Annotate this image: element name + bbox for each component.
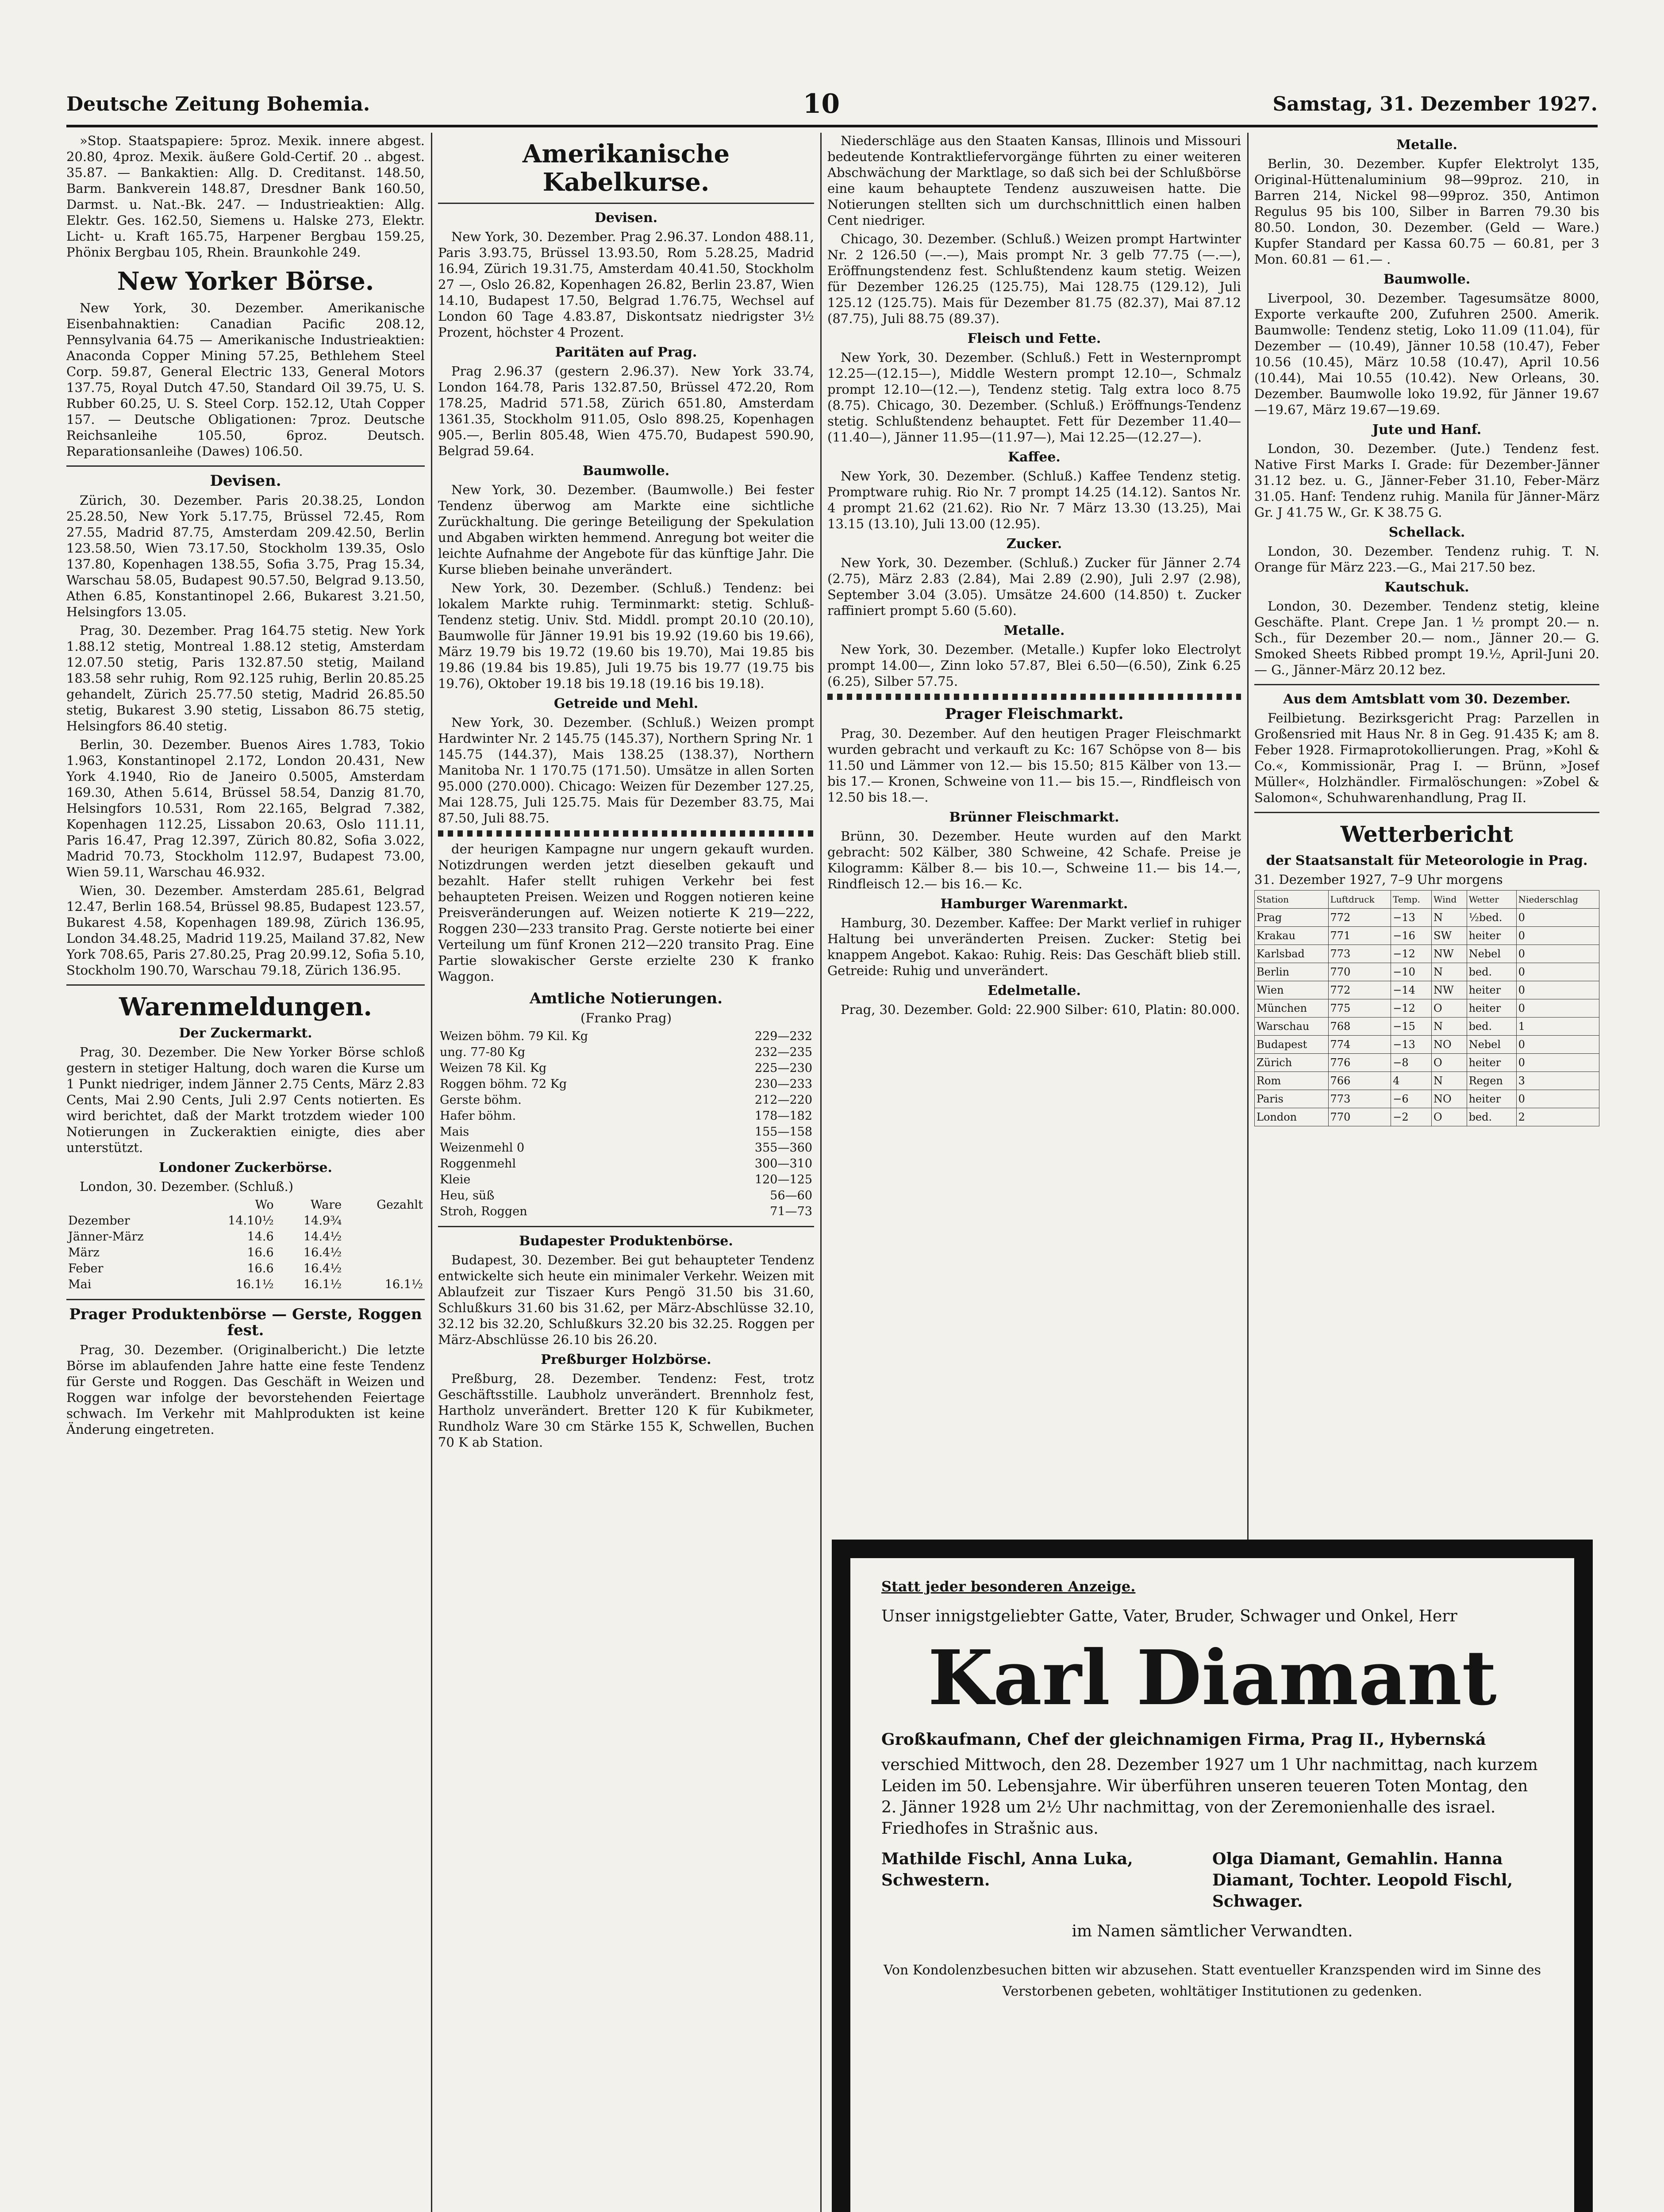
death-notice-role: Großkaufmann, Chef der gleichnamigen Firma, Prag II., Hybernská xyxy=(881,1730,1486,1749)
header-rule xyxy=(66,125,1598,127)
wetterbericht-date: 31. Dezember 1927, 7–9 Uhr morgens xyxy=(1254,872,1503,887)
column-divider xyxy=(820,133,822,2212)
paritaeten-text: Prag 2.96.37 (gestern 2.96.37). New York 33.74, London 164.78, Paris 132.87.50, Brüssel 472.20, Rom 178.25, Madrid 571.58, Zürich 651.80, Amsterdam 1361.35, Stockholm 911.05, Oslo 898.25, Kopenhagen 905.—, Berlin 805.48, Wien 475.70, Budapest 590.90, Belgrad 59.64. xyxy=(438,364,814,458)
table-header: Station Luftdruck Temp. Wind Wetter Niederschlag xyxy=(1255,891,1599,909)
devisen-zuerich: Zürich, 30. Dezember. Paris 20.38.25, London 25.28.50, New York 5.17.75, Brüssel 72.45, Rom 27.55, Madrid 87.75, Amsterdam 209.42.50, Berlin 123.58.50, Wien 73.17.50, Stockholm 139.35, Oslo 137.80, Kopenhagen 138.55, Sofia 3.75, Prag 15.34, Warschau 58.05, Budapest 90.57.50, Belgrad 9.13.50, Athen 6.85, Konstantinopel 2.66, Bukarest 3.21.50, Helsingfors 13.05. xyxy=(66,493,425,619)
section-title-fleisch: Fleisch und Fette. xyxy=(967,331,1101,346)
fleischmarkt-text: Prag, 30. Dezember. Auf den heutigen Prager Fleischmarkt wurden gebracht und verkauft zu Kc: 167 Schöpse von 8— bis 11.50 und Lämmer von 12.— bis 15.50; 815 Kälber von 13.— bis 17.— Kronen, Schweine von 11.— bis 15.—, Rindfleisch von 12.50 bis 18.—. xyxy=(827,726,1241,805)
section-title-jute: Jute und Hanf. xyxy=(1372,422,1482,438)
table-row: Karlsbad 773 −12 NW Nebel 0 xyxy=(1255,945,1599,963)
hamburger-text: Hamburg, 30. Dezember. Kaffee: Der Markt verlief in ruhiger Haltung bei unveränderten Preisen. Zucker: Stetig bei knappem Angebot. Kakao: Ruhig. Reis: Das Geschäft blieb still. Getreide: Ruhig und unverändert. xyxy=(827,915,1241,978)
divider xyxy=(438,203,814,204)
weather-table xyxy=(1254,890,1599,1126)
table-row: Wien 772 −14 NW heiter 0 xyxy=(1255,981,1599,999)
section-title-ny-boerse: New Yorker Börse. xyxy=(117,267,374,296)
section-title-produktenboerse: Prager Produktenbörse — Gerste, Roggen fest. xyxy=(69,1306,422,1339)
table-row: Warschau 768 −15 N bed. 1 xyxy=(1255,1018,1599,1036)
death-notice-inner xyxy=(850,1558,1574,2212)
table-row: Gerste böhm. 212—220 xyxy=(440,1093,812,1107)
table-row: Dezember 14.10½ 14.9¾ xyxy=(68,1214,342,1228)
table-row: März 16.6 16.4½ xyxy=(68,1246,342,1260)
section-title-getreide: Getreide und Mehl. xyxy=(553,696,699,711)
masthead-left: Deutsche Zeitung Bohemia. xyxy=(66,92,370,115)
section-title-baumwolle: Baumwolle. xyxy=(582,463,670,479)
section-title-amtliche-notierungen: Amtliche Notierungen. xyxy=(529,990,723,1007)
london-zucker-sub: London, 30. Dezember. (Schluß.) xyxy=(80,1179,294,1194)
table-row: Kleie 120—125 xyxy=(440,1173,812,1187)
section-title-metalle: Metalle. xyxy=(1396,137,1457,153)
table-row: München 775 −12 O heiter 0 xyxy=(1255,999,1599,1018)
baumwolle-schluss-text: New York, 30. Dezember. (Schluß.) Tendenz: bei lokalem Markte ruhig. Terminmarkt: stetig. Schluß-Tendenz stetig. Univ. Std. Middl. prompt 20.10 (20.10), Baumwolle für Jänner 19.91 bis 19.92 (19.60 bis 19.66), März 19.79 bis 19.72 (19.60 bis 19.70), Mai 19.85 bis 19.86 (19.84 bis 19.85), Juli 19.75 bis 19.77 (19.75 bis 19.76), Oktober 19.18 bis 19.18 (19.16 bis 19.18). xyxy=(438,580,814,691)
getreide-text: New York, 30. Dezember. (Schluß.) Weizen prompt Hardwinter Nr. 2 145.75 (145.37), Northern Spring Nr. 1 145.75 (144.37), Mais 138.25 (138.37), Northern Manitoba Nr. 1 170.75 (171.50). Umsätze in allen Sorten 95.000 (270.000). Chicago: Weizen für Dezember 127.25, Mai 128.75, Juli 125.75. Mais für Dezember 83.75, Mai 87.50, Juli 88.75. xyxy=(438,715,814,826)
table-row: Rom 766 4 N Regen 3 xyxy=(1255,1072,1599,1090)
death-notice-sig-bottom: im Namen sämtlicher Verwandten. xyxy=(1072,1922,1353,1940)
table-row: Weizen 78 Kil. Kg 225—230 xyxy=(440,1061,812,1075)
table-row: Berlin 770 −10 N bed. 0 xyxy=(1255,963,1599,981)
kaffee-text: New York, 30. Dezember. (Schluß.) Kaffee Tendenz stetig. Promptware ruhig. Rio Nr. 7 prompt 14.25 (14.12). Santos Nr. 4 prompt 21.62 (21.62). Rio Nr. 7 März 13.30 (13.25), Mai 13.15 (13.10), Juli 13.00 (12.95). xyxy=(827,469,1241,531)
table-row: Budapest 774 −13 NO Nebel 0 xyxy=(1255,1036,1599,1054)
london-zucker-table xyxy=(66,1197,425,1293)
section-title-zuckermarkt: Der Zuckermarkt. xyxy=(179,1025,312,1041)
page-header xyxy=(66,88,1598,119)
table-row: Zürich 776 −8 O heiter 0 xyxy=(1255,1054,1599,1072)
death-notice-sig-left: Mathilde Fischl, Anna Luka, Schwestern. xyxy=(881,1850,1133,1889)
zucker-text: New York, 30. Dezember. (Schluß.) Zucker für Jänner 2.74 (2.75), März 2.83 (2.84), Mai 2.89 (2.90), Juli 2.97 (2.98), September 3.04 (3.05). Umsätze 24.600 (14.850) t. Zucker raffiniert prompt 5.60 (5.60). xyxy=(827,555,1241,618)
section-title-hamburger: Hamburger Warenmarkt. xyxy=(940,896,1128,912)
stock-intro: »Stop. Staatspapiere: 5proz. Mexik. innere abgest. 20.80, 4proz. Mexik. äußere Gold-Certif. 20 .. abgest. 35.87. — Bankaktien: Allg. D. Creditanst. 148.50, Barm. Bankverein 148.87, Dresdner Bank 160.50, Darmst. u. Nat.-Bk. 247. — Industrieaktien: Allg. Elektr. Ges. 162.50, Siemens u. Halske 273, Elektr. Licht- u. Kraft 165.75, Harpener Bergbau 159.25, Phönix Bergbau 105, Rhein. Braunkohle 249. xyxy=(66,133,425,260)
section-title-fleischmarkt: Prager Fleischmarkt. xyxy=(945,705,1124,723)
budapester-text: Budapest, 30. Dezember. Bei gut behaupteter Tendenz entwickelte sich heute ein minimaler Verkehr. Weizen mit Ablaufzeit zur Tiszaer Kurs Pengö 31.50 bis 31.60, Schlußkurs 31.60 bis 31.62, per März-Abschlüsse 32.10, 32.12 bis 32.20, Schlußkurs 32.20 bis 32.25. Roggen per März-Abschlüsse 26.10 bis 26.20. xyxy=(438,1252,814,1347)
table-row: Mai 16.1½ 16.1½ 16.1½ xyxy=(68,1278,423,1291)
section-title-bruenner: Brünner Fleischmarkt. xyxy=(949,810,1119,825)
column-4 xyxy=(1254,133,1599,1525)
section-title-edelmetalle: Edelmetalle. xyxy=(988,983,1081,998)
bruenner-text: Brünn, 30. Dezember. Heute wurden auf den Markt gebracht: 502 Kälber, 380 Schweine, 42 Schafe. Preise je Kilogramm: Kälber 8.— bis 10.—, Schweine 11.— bis 14.—, Rindfleisch 12.— bis 16.— Kc. xyxy=(827,829,1241,891)
table-row: Feber 16.6 16.4½ xyxy=(68,1262,342,1275)
table-row: Mais 155—158 xyxy=(440,1125,812,1139)
divider xyxy=(438,1226,814,1227)
table-row: Weizenmehl 0 355—360 xyxy=(440,1141,812,1155)
section-title-paritaeten: Paritäten auf Prag. xyxy=(555,345,697,360)
table-row: Hafer böhm. 178—182 xyxy=(440,1109,812,1123)
markt-text: der heurigen Kampagne nur ungern gekauft wurden. Notizdrungen werden jetzt dieselben gekauft und bezahlt. Hafer stellt ruhigen Verkehr bei fest behaupteten Preisen. Weizen und Roggen notieren keine Preisveränderungen auf. Weizen notierte K 219—222, Roggen 230—233 transito Prag. Gerste notierte bei einer Verteilung um fünf Kronen 212—220 transito Prag. Eine Partie slowakischer Gerste erzielte 230 K franko Waggon. xyxy=(438,841,814,984)
column-1 xyxy=(66,133,425,2212)
section-title-wetterbericht: Wetterbericht xyxy=(1340,821,1514,847)
death-notice-name: Karl Diamant xyxy=(928,1634,1497,1722)
column-3 xyxy=(827,133,1241,1525)
zuckermarkt-text: Prag, 30. Dezember. Die New Yorker Börse schloß gestern in stetiger Haltung, doch waren die Kurse um 1 Punkt niedriger, indem Jänner 2.75 Cents, März 2.83 Cents, Mai 2.90 Cents, Juli 2.97 Cents notierten. Es wird berichtet, daß der Markt trotzdem wieder 100 Notierungen in Zuckeraktien einigte, dies aber unterstützt. xyxy=(66,1045,425,1155)
divider xyxy=(66,1299,425,1300)
divider xyxy=(66,465,425,467)
kautschuk-text: London, 30. Dezember. Tendenz stetig, kleine Geschäfte. Plant. Crepe Jan. 1 ½ prompt 20.— n. Sch., für Dezember 20.— nom., Jänner 20.— G. Smoked Sheets Ribbed prompt 19.½, April-Juni 20.— G., Jänner-März 20.12 bez. xyxy=(1254,599,1599,677)
table-row: Roggenmehl 300—310 xyxy=(440,1157,812,1171)
wetterbericht-sub: der Staatsanstalt für Meteorologie in Prag. xyxy=(1266,853,1588,868)
table-row: Krakau 771 −16 SW heiter 0 xyxy=(1255,927,1599,945)
ornamental-rule xyxy=(827,694,1241,700)
page-number: 10 xyxy=(803,88,840,119)
section-title-budapester: Budapester Produktenbörse. xyxy=(519,1233,733,1249)
death-notice-signatures xyxy=(881,1848,1543,1912)
table-row: London 770 −2 O bed. 2 xyxy=(1255,1108,1599,1126)
edelmetalle-text: Prag, 30. Dezember. Gold: 22.900 Silber: 610, Platin: 80.000. xyxy=(841,1002,1240,1017)
section-title-kabelkurse: Amerikanische Kabelkurse. xyxy=(522,139,730,197)
devisen-wien: Wien, 30. Dezember. Amsterdam 285.61, Belgrad 12.47, Berlin 168.54, Brüssel 98.85, Budapest 123.57, Bukarest 4.58, Kopenhagen 189.98, Zürich 136.95, London 34.48.25, Madrid 119.25, Mailand 37.82, New York 708.65, Paris 27.80.25, Prag 20.99.12, Sofia 5.10, Stockholm 190.70, Warschau 79.18, Zürich 136.95. xyxy=(66,883,425,978)
table-row: Stroh, Roggen 71—73 xyxy=(440,1205,812,1218)
section-title-holzboerse: Preßburger Holzbörse. xyxy=(541,1352,711,1367)
devisen-prag: Prag, 30. Dezember. Prag 164.75 stetig. New York 1.88.12 stetig, Montreal 1.88.12 stetig, Amsterdam 12.07.50 stetig, Paris 132.87.50 stetig, Mailand 183.58 sehr ruhig, Rom 92.125 ruhig, Berlin 20.85.25 gehandelt, Zürich 25.77.50 stetig, Madrid 26.85.50 stetig, Bukarest 3.90 stetig, Lissabon 86.75 stetig, Helsingfors 86.40 stetig. xyxy=(66,623,425,733)
fleisch-text: New York, 30. Dezember. (Schluß.) Fett in Westernprompt 12.25—(12.15—), Middle Western prompt 12.10—, Schmalz prompt 12.10—(12.—), Tendenz stetig. Talg extra loco 8.75 (8.75). Chicago, 30. Dezember. (Schluß.) Eröffnungs-Tendenz stetig. Schlußtendenz behauptet. Fett für Dezember 11.40—(11.40—), Jänner 11.95—(11.97—), Mai 12.25—(12.27—). xyxy=(827,350,1241,445)
section-title-amtsblatt: Aus dem Amtsblatt vom 30. Dezember. xyxy=(1283,691,1571,707)
death-notice-footer: Von Kondolenzbesuchen bitten wir abzusehen. Statt eventueller Kranzspenden wird im Sinne des Verstorbenen gebeten, wohltätiger Institutionen zu gedenken. xyxy=(884,1962,1541,1999)
column-divider xyxy=(431,133,432,2212)
table-row: Prag 772 −13 N ½bed. 0 xyxy=(1255,909,1599,927)
jute-text: London, 30. Dezember. (Jute.) Tendenz fest. Native First Marks I. Grade: für Dezember-Jänner 31.12 bez. u. G., Jänner-Feber 31.10, Feber-März 31.05. Hanf: Tendenz ruhig. Manila für Jänner-März Gr. J 41.75 W., Gr. K 38.75 G. xyxy=(1254,441,1599,520)
metalle-text: New York, 30. Dezember. (Metalle.) Kupfer loko Electrolyt prompt 14.00—, Zinn loko 57.87, Blei 6.50—(6.50), Zink 6.25 (6.25), Silber 57.75. xyxy=(827,642,1241,689)
divider xyxy=(1254,812,1599,813)
section-title-warenmeldungen: Warenmeldungen. xyxy=(119,992,372,1022)
table-row: Jänner-März 14.6 14.4½ xyxy=(68,1230,342,1244)
death-notice-intro: Unser innigstgeliebter Gatte, Vater, Bruder, Schwager und Onkel, Herr xyxy=(881,1607,1457,1625)
ny-devisen-text: New York, 30. Dezember. Prag 2.96.37. London 488.11, Paris 3.93.75, Brüssel 13.93.50, Rom 5.28.25, Madrid 16.94, Zürich 19.31.75, Amsterdam 40.41.50, Stockholm 27 —, Oslo 26.82, Kopenhagen 26.82, Berlin 23.87, Wien 14.10, Budapest 17.50, Belgrad 1.76.75, Wechsel auf London 60 Tage 4.83.87, Diskontsatz niedrigster 3½ Prozent, höchster 4 Prozent. xyxy=(438,229,814,340)
ny-boerse-text: New York, 30. Dezember. Amerikanische Eisenbahnaktien: Canadian Pacific 208.12, Pennsylvania 64.75 — Amerikanische Industrieaktien: Anaconda Copper Mining 57.25, Bethlehem Steel Corp. 59.87, General Electric 133, General Motors 137.75, Royal Dutch 47.50, Standard Oil 39.75, U. S. Rubber 60.25, U. S. Steel Corp. 152.12, Utah Copper 157. — Deutsche Obligationen: 7proz. Deutsche Reichsanleihe 105.50, 6proz. Deutsch. Reparationsanleihe (Dawes) 106.50. xyxy=(66,300,425,459)
getreide-intro: Niederschläge aus den Staaten Kansas, Illinois und Missouri bedeutende Kontraktliefervorgänge führten zu einer weiteren Abschwächung der Marktlage, so daß sich bei der Schlußbörse eine kaum behauptete Tendenz auszuweisen hatte. Die Notierungen stellten sich um durchschnittlich einen halben Cent niedriger. xyxy=(827,133,1241,228)
ornamental-rule xyxy=(438,830,814,837)
section-title-schellack: Schellack. xyxy=(1388,525,1465,540)
amtliche-table xyxy=(438,1029,814,1220)
section-title-devisen: Devisen. xyxy=(594,210,658,226)
death-notice xyxy=(832,1540,1593,2212)
death-notice-lead: Statt jeder besonderen Anzeige. xyxy=(881,1578,1136,1595)
table-row: Weizen böhm. 79 Kil. Kg 229—232 xyxy=(440,1029,812,1043)
amtsblatt-text: Feilbietung. Bezirksgericht Prag: Parzellen in Großensried mit Haus Nr. 8 in Geg. 91.435 K; am 8. Feber 1928. Firmaprotokollierungen. Prag, »Kohl & Co.«, Kommissionär, Prag I. — Brünn, »Josef Müller«, Holzhändler. Firmalöschungen: »Zobel & Salomon«, Schuhwarenhandlung, Prag II. xyxy=(1254,710,1599,805)
section-title-london-zucker: Londoner Zuckerbörse. xyxy=(159,1160,332,1175)
divider xyxy=(66,984,425,986)
section-title-devisen: Devisen. xyxy=(210,472,281,490)
devisen-berlin: Berlin, 30. Dezember. Buenos Aires 1.783, Tokio 1.963, Konstantinopel 2.172, London 20.431, New York 4.1940, Rio de Janeiro 0.5005, Amsterdam 169.30, Athen 5.614, Brüssel 58.54, Danzig 81.70, Helsingfors 10.531, Rom 22.165, Belgrad 7.382, Kopenhagen 112.25, Lissabon 20.63, Oslo 111.11, Paris 16.47, Prag 12.397, Zürich 80.82, Sofia 3.022, Madrid 70.73, Stockholm 112.97, Budapest 73.00, Wien 59.11, Warschau 46.932. xyxy=(66,737,425,879)
baumwolle-text: New York, 30. Dezember. (Baumwolle.) Bei fester Tendenz überwog am Markte eine sichtliche Zurückhaltung. Die geringe Beteiligung der Spekulation und Abgaben wirkten hemmend. Anregung bot weiter die leichte Aufnahme der Angebote für das künftige Jahr. Die Kurse blieben beinahe unverändert. xyxy=(438,482,814,577)
produktenboerse-text: Prag, 30. Dezember. (Originalbericht.) Die letzte Börse im ablaufenden Jahre hatte eine feste Tendenz für Gerste und Roggen. Das Geschäft in Weizen und Roggen war infolge der bevorstehenden Feiertage schwach. Im Verkehr mit Mahlprodukten ist keine Änderung eingetreten. xyxy=(66,1342,425,1437)
baumwolle-text: Liverpool, 30. Dezember. Tagesumsätze 8000, Exporte verkaufte 200, Zufuhren 2500. Amerik. Baumwolle: Tendenz stetig, Loko 11.09 (11.04), für Dezember — (10.49), Jänner 10.58 (10.47), Feber 10.56 (10.45), März 10.58 (10.47), April 10.56 (10.44), Mai 10.55 (10.42). New Orleans, 30. Dezember. Baumwolle loko 19.92, für Jänner 19.67—19.67, März 19.67—19.69. xyxy=(1254,291,1599,417)
table-row: Heu, süß 56—60 xyxy=(440,1189,812,1202)
section-title-kautschuk: Kautschuk. xyxy=(1384,580,1469,595)
schellack-text: London, 30. Dezember. Tendenz ruhig. T. N. Orange für März 223.—G., Mai 217.50 bez. xyxy=(1254,544,1599,575)
masthead-date: Samstag, 31. Dezember 1927. xyxy=(1272,92,1598,115)
metalle-text: Berlin, 30. Dezember. Kupfer Elektrolyt 135, Original-Hüttenaluminium 98—99proz. 210, in Barren 214, Nickel 98—99proz. 350, Antimon Regulus 95 bis 100, Silber in Barren 79.30 bis 80.50. London, 30. Dezember. (Geld — Ware.) Kupfer Standard per Kassa 60.75 — 60.81, per 3 Mon. 60.81 — 61.— . xyxy=(1254,156,1599,267)
column-2 xyxy=(438,133,814,2212)
divider xyxy=(1254,684,1599,685)
section-title-kaffee: Kaffee. xyxy=(1008,449,1061,465)
section-title-baumwolle: Baumwolle. xyxy=(1383,272,1471,287)
table-row: ung. 77-80 Kg 232—235 xyxy=(440,1045,812,1059)
section-title-metalle: Metalle. xyxy=(1003,623,1065,638)
holzboerse-text: Preßburg, 28. Dezember. Tendenz: Fest, trotz Geschäftsstille. Laubholz unverändert. Brennholz fest, Hartholz unverändert. Bretter 120 K für Kubikmeter, Rundholz Ware 30 cm Stärke 155 K, Schwellen, Buchen 70 K ab Station. xyxy=(438,1371,814,1450)
death-notice-body: verschied Mittwoch, den 28. Dezember 1927 um 1 Uhr nachmittag, nach kurzem Leiden im 50. Lebensjahre. Wir überführen unseren teueren Toten Montag, den 2. Jänner 1928 um 2½ Uhr nachmittag, von der Zeremonienhalle des israel. Friedhofes in Strašnic aus. xyxy=(881,1756,1538,1838)
chicago-text: Chicago, 30. Dezember. (Schluß.) Weizen prompt Hartwinter Nr. 2 126.50 (—.—), Mais prompt Nr. 3 gelb 77.75 (—.—), Eröffnungstendenz fest. Schlußtendenz kaum stetig. Weizen für Dezember 126.25 (125.75), Mai 128.75 (129.12), Juli 125.12 (125.75). Mais für Dezember 81.75 (82.37), Mai 87.12 (87.75), Juli 88.75 (89.37). xyxy=(827,231,1241,326)
table-header: Wo Ware Gezahlt xyxy=(255,1198,423,1212)
death-notice-sig-right: Olga Diamant, Gemahlin. Hanna Diamant, Tochter. Leopold Fischl, Schwager. xyxy=(1212,1850,1513,1911)
table-row: Roggen böhm. 72 Kg 230—233 xyxy=(440,1077,812,1091)
table-row: Paris 773 −6 NO heiter 0 xyxy=(1255,1090,1599,1108)
section-title-zucker: Zucker. xyxy=(1006,536,1062,552)
amtliche-sub: (Franko Prag) xyxy=(580,1010,672,1025)
